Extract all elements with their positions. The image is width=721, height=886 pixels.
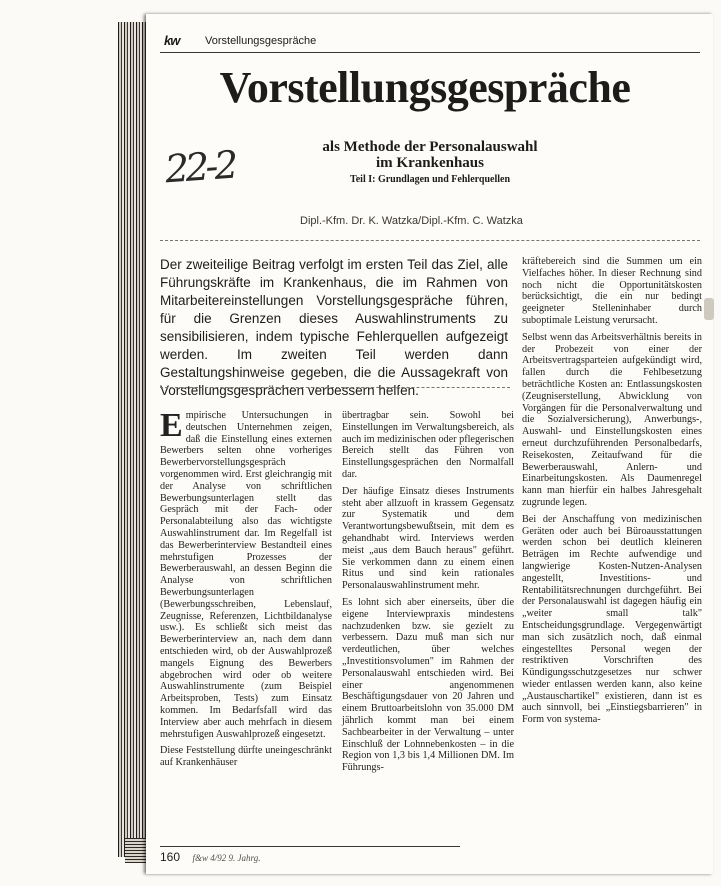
book-page-edges xyxy=(118,22,146,857)
page-number: 160 xyxy=(160,850,181,864)
lead-paragraph: Der zweiteilige Beitrag verfolgt im ersten Teil das Ziel, alle Führungskräfte im Krankenhaus, die im Rahmen von Mitarbeitereinstellungen Vorstellungsgespräche führen, für die Grenzen dieses Auswahlinstruments zu sensibilisieren, indem typische Fehlerquellen aufgezeigt werden. Im zweiten Teil werden dann Gestaltungshinweise gegeben, die die Aussagekraft von Vorstellungsgesprächen verbessern helfen. xyxy=(160,257,508,398)
journal-logo: kw xyxy=(164,33,180,48)
col1-paragraph-2: Diese Feststellung dürfte uneingeschränkt auf Krankenhäuser xyxy=(160,745,332,769)
drop-cap: E xyxy=(160,407,183,444)
article-title: Vorstellungsgespräche xyxy=(219,63,631,112)
handwritten-note: 22-2 xyxy=(163,142,236,192)
subtitle-line-2: im Krankenhaus xyxy=(376,155,484,171)
page-tab-marker xyxy=(704,298,714,320)
page-footer xyxy=(160,846,460,864)
col3-paragraph-3: Bei der Anschaffung von medizinischen Geräten oder auch bei Büroausstattungen werden schon bei deutlich kleineren Beträgen im Rechte aufwendige und langwierige Kosten-Nutzen-Analysen angestellt, Investitions- und Rentabilitätsrechnungen durchgeführt. Bei der Personalauswahl ist dagegen häufig ein „weiter small talk" Entscheidungsgrundlage. Vergegenwärtigt man sich zusätzlich noch, daß einmal eingestelltes Personal wegen der restriktiven Vorschriften des Kündigungsschutzgesetzes nur schwer wieder entlassen werden kann, also keine „Austauschartikel" existieren, dann ist es auch sinnvoll, bei „Einstiegsbarrieren" in Form von systema- xyxy=(522,513,702,726)
col2-paragraph-1: übertragbar sein. Sowohl bei Einstellungen im Verwaltungsbereich, als auch im medizinischen oder pflegerischen Bereich stellt das Führen von Einstellungsgesprächen den Normalfall dar. xyxy=(342,410,514,480)
col1-paragraph-1: mpirische Untersuchungen in deutschen Unternehmen zeigen, daß die Einstellung eines externen Bewerbers selten ohne vorheriges Bewerbervorstellungsgespräch vorgenommen wird. Erst gleichrangig mit der Analyse von schriftlichen Bewerbungsunterlagen stellt das Gespräch mit der Fach- oder Personalabteilung also das wichtigste Auswahlinstrument dar. Im Regelfall ist das Bewerberinterview Bestandteil eines mehrstufigen Prozesses der Bewerberauswahl, an dessen Beginn die Analyse von schriftlichen Bewerbungsunterlagen (Bewerbungsschreiben, Lebenslauf, Zeugnisse, Referenzen, Lichtbildanalyse usw.). Es schließt sich meist das Bewerberinterview an, nach dem dann entschieden wird, ob der Auswahlprozeß mangels Eignung des Bewerbers abgebrochen wird oder ob weitere Auswahlinstrumente (zum Beispiel Arbeitsproben, Tests) zum Einsatz kommen. Im Bedarfsfall wird das Interview aber auch mehrfach in diesem mehrstufigen Auswahlprozeß eingesetzt. xyxy=(160,410,332,740)
article-subtitle xyxy=(240,139,620,171)
article-authors: Dipl.-Kfm. Dr. K. Watzka/Dipl.-Kfm. C. Watzka xyxy=(300,215,523,227)
article-part: Teil I: Grundlagen und Fehlerquellen xyxy=(349,174,511,185)
col2-paragraph-2: Der häufige Einsatz dieses Instruments steht aber allzuoft in krassem Gegensatz zur Systematik und dem Verantwortungsbewußtsein, mit dem es gehandhabt wird. Interviews werden meist „aus dem Bauch heraus" geführt. Sie verkommen dann zu einem einen Ritus und sind kein rationales Personalauswahlinstrument mehr. xyxy=(342,485,514,592)
running-head: Vorstellungsgespräche xyxy=(205,35,317,47)
dashed-divider xyxy=(160,240,700,241)
footer-source: f&w 4/92 9. Jahrg. xyxy=(192,853,261,863)
column-1 xyxy=(160,407,332,774)
column-2 xyxy=(342,410,514,779)
col3-paragraph-1: kräftebereich sind die Summen um ein Vielfaches höher. In dieser Rechnung sind noch nicht die Opportunitätskosten berücksichtigt, die ein nur bedingt geeigneter Stelleninhaber durch suboptimale Leistung verursacht. xyxy=(522,256,702,326)
lead-divider xyxy=(160,387,510,388)
col2-paragraph-3: Es lohnt sich aber einerseits, über die eigene Interviewpraxis mindestens nachzudenken bzw. sie gezielt zu verbessern. Dazu muß man sich nur verdeutlichen, über welches „Investitionsvolumen" im Rahmen der Personalauswahl entschieden wird. Bei einer angenommenen Beschäftigungsdauer von 20 Jahren und einem Bruttoarbeitslohn von 35.000 DM jährlich kommt man bei einem Sachbearbeiter in der Verwaltung – unter Einschluß der Lohnnebenkosten – in die Region von 1,3 bis 1,4 Millionen DM. Im Führungs- xyxy=(342,596,514,774)
subtitle-line-1: als Methode der Personalauswahl xyxy=(322,139,538,155)
column-3 xyxy=(522,256,702,731)
col3-paragraph-2: Selbst wenn das Arbeitsverhältnis bereits in der Probezeit von einer der Arbeitsvertragsparteien aufgekündigt wird, fallen durch die Fehlbesetzung beträchtliche Kosten an: Entlassungskosten (Zeugniserstellung, Abwicklung von Vorgängen für die Personalverwaltung und die Sozialversicherung), Anwerbungs-, Auswahl- und Einstellungskosten eines erneut durchzuführenden Personalbedarfs, Reisekosten, Zeitaufwand für die Bewerberauswahl, Anlern- und Einarbeitungskosten. Als Daumenregel kann man hierfür ein halbes Jahresgehalt zugrunde legen. xyxy=(522,331,702,508)
